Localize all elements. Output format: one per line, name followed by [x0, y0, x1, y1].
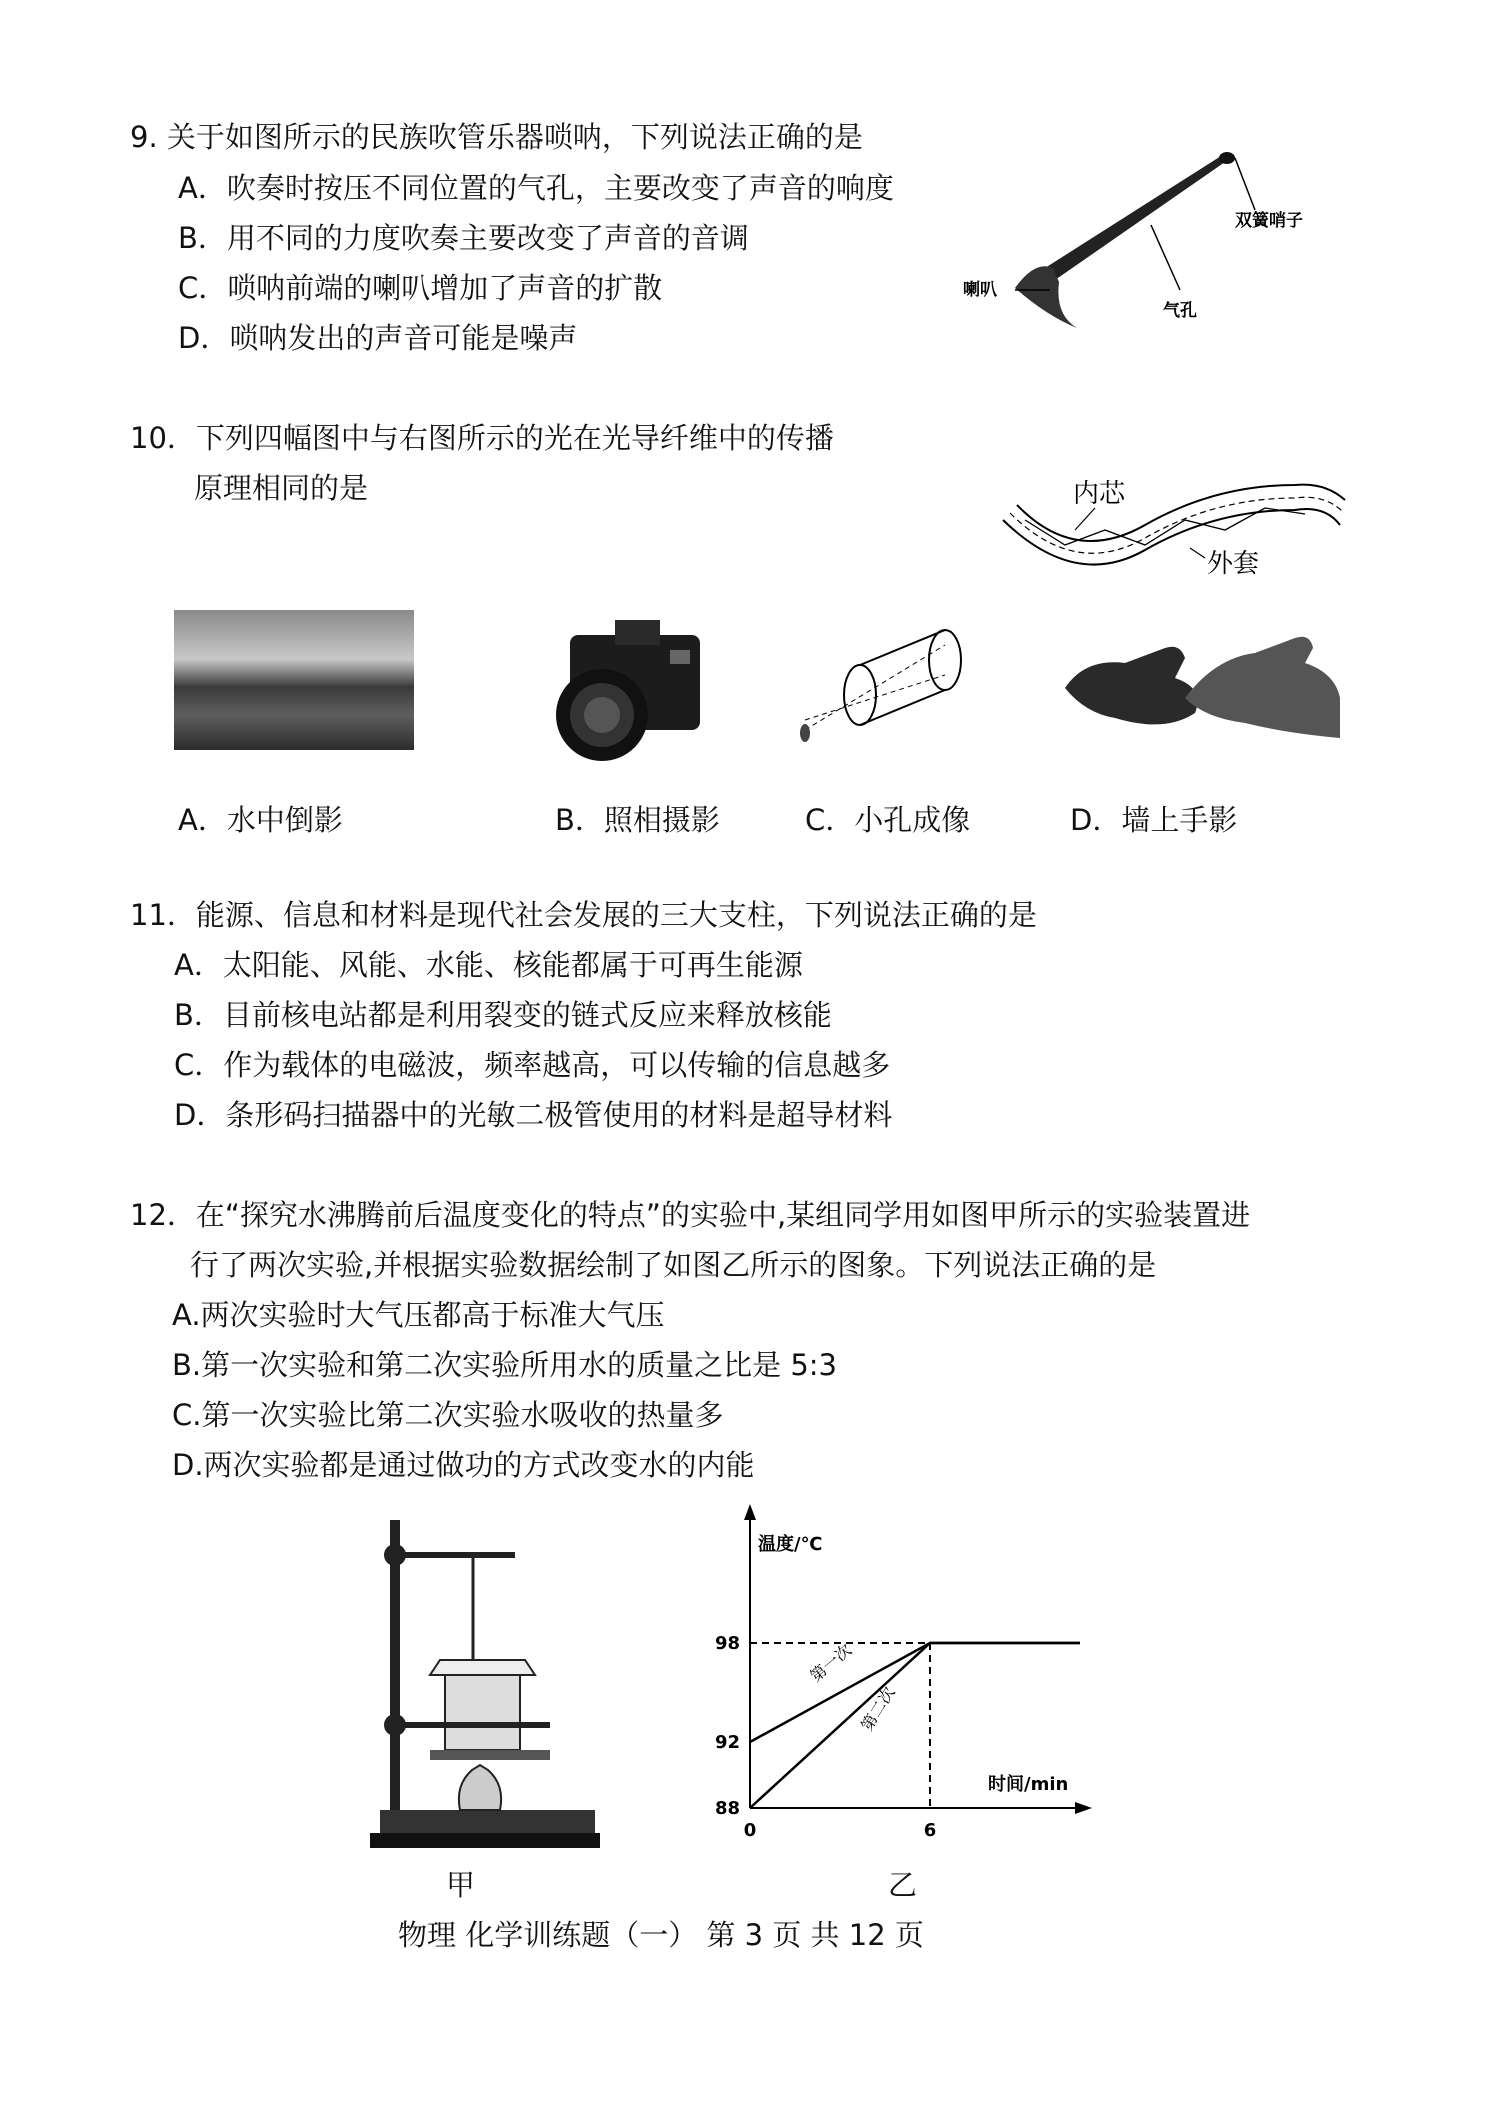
camera-icon [556, 620, 700, 761]
q12-option-b: B.第一次实验和第二次实验所用水的质量之比是 5:3 [172, 1348, 838, 1382]
q10-option-c: C．小孔成像 [805, 803, 971, 837]
q11-option-b: B．目前核电站都是利用裂变的链式反应来释放核能 [174, 998, 832, 1032]
reflection-photo [174, 610, 414, 750]
q11-option-c: C．作为载体的电磁波，频率越高，可以传输的信息越多 [174, 1048, 891, 1082]
q9-stem: 9. 关于如图所示的民族吹管乐器唢呐，下列说法正确的是 [130, 120, 863, 154]
q10-option-d: D．墙上手影 [1070, 803, 1238, 837]
q12-option-d: D.两次实验都是通过做功的方式改变水的内能 [172, 1448, 755, 1482]
page-footer: 物理 化学训练题（一） 第 3 页 共 12 页 [398, 1918, 924, 1952]
q9-option-b: B．用不同的力度吹奏主要改变了声音的音调 [178, 221, 749, 255]
label-cladding: 外套 [1207, 549, 1260, 579]
q11-option-a: A．太阳能、风能、水能、核能都属于可再生能源 [174, 948, 803, 982]
q11-stem: 11．能源、信息和材料是现代社会发展的三大支柱，下列说法正确的是 [130, 898, 1037, 932]
apparatus-icon [370, 1520, 600, 1848]
q12-stem-line1: 12．在“探究水沸腾前后温度变化的特点”的实验中,某组同学用如图甲所示的实验装置进 [130, 1198, 1251, 1232]
series-second-label: 第二次 [857, 1683, 899, 1735]
suona-figure [955, 140, 1345, 330]
q10-stem-line1: 10．下列四幅图中与右图所示的光在光导纤维中的传播 [130, 421, 834, 455]
y-tick-label: 92 [714, 1732, 740, 1753]
q10-stem-line2: 原理相同的是 [194, 471, 369, 505]
q9-option-d: D．唢呐发出的声音可能是噪声 [178, 321, 578, 355]
camera-photo [540, 605, 710, 765]
boiling-apparatus-figure [360, 1515, 600, 1860]
q12-stem-line2: 行了两次实验,并根据实验数据绘制了如图乙所示的图象。下列说法正确的是 [190, 1248, 1157, 1282]
q12-option-a: A.两次实验时大气压都高于标准大气压 [172, 1298, 665, 1332]
label-hole: 气孔 [1163, 301, 1197, 321]
x-tick-label: 0 [743, 1820, 757, 1841]
x-axis-arrow [1075, 1802, 1092, 1814]
q9-option-a: A．吹奏时按压不同位置的气孔，主要改变了声音的响度 [178, 171, 894, 205]
y-tick-label: 88 [714, 1798, 740, 1819]
candle-icon [800, 724, 810, 742]
y-axis-arrow [744, 1504, 756, 1520]
x-tick-label: 6 [923, 1820, 937, 1841]
figure-yi-label: 乙 [888, 1868, 918, 1902]
pinhole-figure [795, 625, 975, 765]
x-axis-label: 时间/min [988, 1774, 1069, 1795]
series-first-label: 第一次 [806, 1640, 856, 1686]
y-axis-label: 温度/℃ [758, 1534, 823, 1555]
q10-option-b: B．照相摄影 [555, 803, 720, 837]
temperature-time-chart [700, 1500, 1100, 1860]
label-reed: 双簧哨子 [1235, 211, 1303, 231]
y-tick-label: 98 [714, 1633, 740, 1654]
label-bell: 喇叭 [963, 280, 997, 300]
optical-fiber-figure [995, 470, 1355, 600]
suona-instrument-icon [1015, 152, 1235, 328]
q9-option-c: C．唢呐前端的喇叭增加了声音的扩散 [178, 271, 663, 305]
label-core: 内芯 [1073, 479, 1126, 509]
hand-shadow-photo [1055, 618, 1345, 758]
q10-option-a: A．水中倒影 [178, 803, 343, 837]
q12-option-c: C.第一次实验比第二次实验水吸收的热量多 [172, 1398, 724, 1432]
figure-jia-label: 甲 [446, 1868, 476, 1902]
q11-option-d: D．条形码扫描器中的光敏二极管使用的材料是超导材料 [174, 1098, 893, 1132]
hand-shadow-icon [1065, 637, 1340, 738]
